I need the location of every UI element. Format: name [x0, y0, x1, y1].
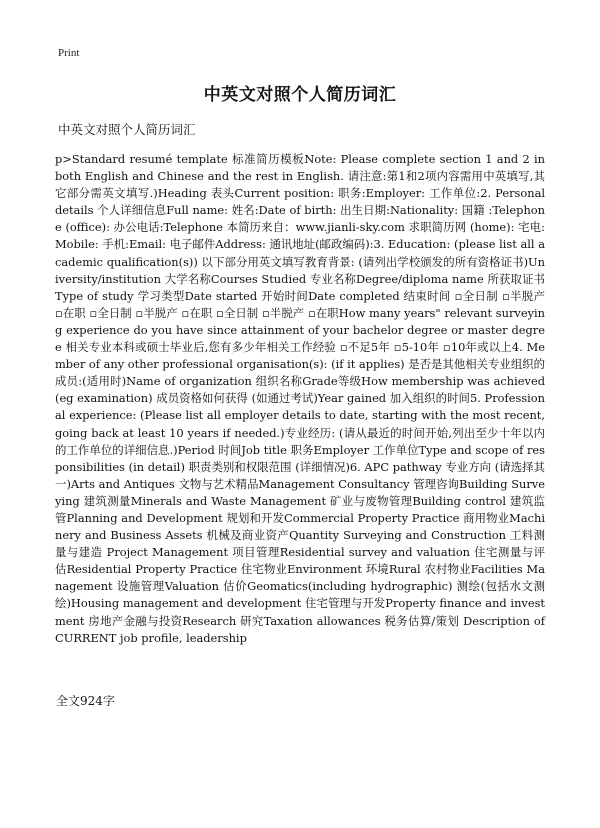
page-title: 中英文对照个人简历词汇	[203, 85, 397, 105]
document-subtitle: 中英文对照个人简历词汇	[58, 122, 196, 137]
word-count: 全文924字	[56, 694, 115, 708]
article-body: p>Standard resumé template 标准简历模板Note: Please complete section 1 and 2 in both English and Chinese and the rest in English. 请注意:第1和2项内容需用中英填写,其它部分需英文填写.)Heading 表头Current position: 职务:Employer: 工作单位:2. Personal details 个人详细信息Full name: 姓名:Date of birth: 出生日期:Nationality: 国籍 :Telephone (office): 办公电话:Telephone 本简历来自：www.jianli-sky.com 求职简历网 (home): 宅电:Mobile: 手机:Email: 电子邮件Address: 通讯地址(邮政编码):3. Education: (please list all academic qualification(s)) 以下部分用英文填写教育背景: (请列出学校颁发的所有资格证书)University/institution 大学名称Courses Studied 专业名称Degree/diploma name 所获取证书Type of study 学习类型Date started 开始时间Date completed 结束时间 ▫全日制 ▫半脱产 ▫在职 ▫全日制 ▫半脱产 ▫在职 ▫全日制 ▫半脱产 ▫在职How many years" relevant surveying experience do you have since attainment of your bachelor degree or master degree 相关专业本科或硕士毕业后,您有多少年相关工作经验 ▫不足5年 ▫5-10年 ▫10年或以上4. Member of any other professional organisation(s): (if it applies) 是否是其他相关专业组织的成员:(适用时)Name of organization 组织名称Grade等级How membership was achieved (eg examination) 成员资格如何获得 (如通过考试)Year gained 加入组织的时间5. Professional experience: (Please list all employer details to date, starting with the most recent, going back at least 10 years if needed.)专业经历: (请从最近的时间开始,列出至少十年以内的工作单位的详细信息.)Period 时间Job title 职务Employer 工作单位Type and scope of responsibilities (in detail) 职责类别和权限范围 (详细情况)6. APC pathway 专业方向 (请选择其一)Arts and Antiques 文物与艺术精品Management Consultancy 管理咨询Building Surveying 建筑测量Minerals and Waste Management 矿业与废物管理Building control 建筑监管Planning and Development 规划和开发Commercial Property Practice 商用物业Machinery and Business Assets 机械及商业资产Quantity Surveying and Construction 工料测量与建造 Project Management 项目管理Residential survey and valuation 住宅测量与评估Residential Property Practice 住宅物业Environment 环境Rural 农村物业Facilities Management 设施管理Valuation 估价Geomatics(including hydrographic) 测绘(包括水文测绘)Housing management and development 住宅管理与开发Property finance and investment 房地产金融与投资Research 研究Taxation allowances 税务估算/策划 Description of CURRENT job profile, leadership	[55, 152, 545, 645]
print-label[interactable]: Print	[58, 47, 80, 59]
